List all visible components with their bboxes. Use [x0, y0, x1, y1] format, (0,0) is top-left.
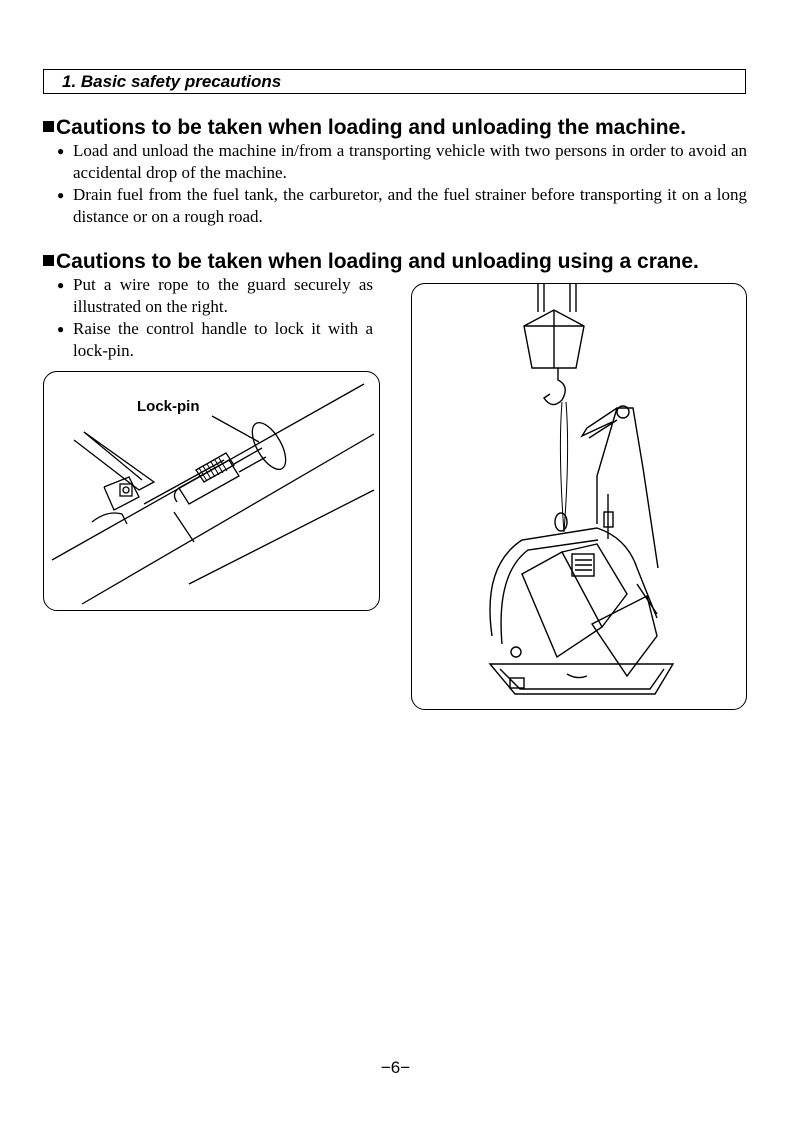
lockpin-callout: Lock-pin — [137, 398, 200, 415]
crane-bullet-list — [57, 274, 373, 362]
page-number: −6− — [380, 1058, 411, 1077]
lockpin-illustration — [44, 372, 380, 611]
bullet-dot-icon: ● — [57, 188, 65, 202]
crane-figure — [411, 283, 747, 710]
section-title: 1. Basic safety precautions — [43, 69, 746, 94]
loading-bullet-list — [57, 140, 747, 228]
square-bullet-icon — [43, 255, 54, 266]
bullet-dot-icon: ● — [57, 278, 65, 292]
loading-heading: Cautions to be taken when loading and unloading the machine. — [43, 115, 686, 141]
bullet-dot-icon: ● — [57, 144, 65, 158]
bullet-dot-icon: ● — [57, 322, 65, 336]
list-item: ● Load and unload the machine in/from a transporting vehicle with two persons in order to avoid an accidental drop of the machine. — [57, 141, 747, 182]
list-item: ● Put a wire rope to the guard securely as illustrated on the right. — [57, 275, 373, 316]
lockpin-figure — [43, 371, 380, 611]
list-item: ● Raise the control handle to lock it with a lock-pin. — [57, 319, 373, 360]
list-item: ● Drain fuel from the fuel tank, the carburetor, and the fuel strainer before transporting it on a long distance or on a rough road. — [57, 185, 747, 226]
crane-lift-illustration — [412, 284, 747, 710]
square-bullet-icon — [43, 121, 54, 132]
crane-heading: Cautions to be taken when loading and unloading using a crane. — [43, 249, 699, 275]
